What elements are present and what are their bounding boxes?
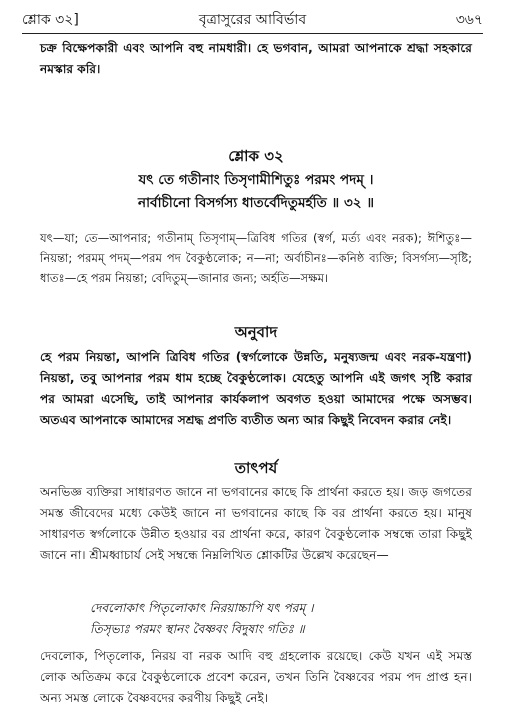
verse-line-1: যৎ তে গতীনাং তিসৃণামীশিতুঃ পরমং পদম্ ।	[138, 172, 374, 188]
header-chapter-title: বৃত্রাসুরের আবির্ভাব	[198, 12, 307, 28]
quoted-verse-line-2: তিসৃভ্যঃ পরমং স্থানং বৈষ্ণবং বিদুষাং গতিঃ ॥	[90, 622, 305, 636]
translation-heading: অনুবাদ	[234, 323, 278, 341]
page-number: ৩৬৭	[455, 12, 483, 28]
translation-paragraph: হে পরম নিয়ন্তা, আপনি ত্রিবিধ গতির (স্বর্গলোকে উন্নতি, মনুষ্যজন্ম এবং নরক-যন্ত্রণা) নিয়ন্তা, তবু আপনার পরম ধাম হচ্ছে বৈকুণ্ঠলোক। যেহেতু আপনি এই জগৎ সৃষ্টি করার পর আমরা এসেছি, তাই আপনার কার্যকলাপ অবগত হওয়া আমাদের পক্ষে অসম্ভব। অতএব আপনাকে আমাদের সশ্রদ্ধ প্রণতি ব্যতীত অন্য আর কিছুই নিবেদন করার নেই।	[40, 350, 472, 427]
purport-paragraph-2: দেবলোক, পিতৃলোক, নিরয় বা নরক আদি বহু গ্রহলোক রয়েছে। কেউ যখন এই সমস্ত লোক অতিক্রম করে বৈকুণ্ঠলোকে প্রবেশ করেন, তখন তিনি বৈষ্ণবের পরম পদ প্রাপ্ত হন। অন্য সমস্ত লোকে বৈষ্ণবদের করণীয় কিছুই নেই।	[40, 649, 472, 705]
verse-text	[40, 169, 472, 215]
verse-line-2: নার্বাচীনো বিসর্গস্য ধাতর্বেদিতুমর্হতি ॥ ৩২ ॥	[137, 195, 375, 211]
synonyms-paragraph: যৎ—যা; তে—আপনার; গতীনাম্ তিসৃণাম্—ত্রিবিধ গতির (স্বর্গ, মর্ত্য এবং নরক); ঈশিতুঃ—নিয়ন্তা; পরমম্ পদম্—পরম পদ বৈকুণ্ঠলোক; ন—না; অর্বাচীনঃ—কনিষ্ঠ ব্যক্তি; বিসর্গস্য—সৃষ্টি; ধাতঃ—হে পরম নিয়ন্তা; বেদিতুম্—জানার জন্য; অর্হতি—সক্ষম।	[40, 231, 472, 285]
purport-paragraph-1: অনভিজ্ঞ ব্যক্তিরা সাধারণত জানে না ভগবানের কাছে কি প্রার্থনা করতে হয়। জড় জগতের সমস্ত জীবেদের মধ্যে কেউই জানে না ভগবানের কাছে কি বর প্রার্থনা করতে হয়। মানুষ সাধারণত স্বর্গলোকে উন্নীত হওয়ার বর প্রার্থনা করে, কারণ বৈকুণ্ঠলোক সম্বন্ধে তারা কিছুই জানে না। শ্রীমধ্বাচার্য সেই সম্বন্ধে নিম্নলিখিত শ্লোকটির উল্লেখ করেছেন—	[40, 485, 472, 562]
header-rule	[22, 33, 483, 34]
purport-heading: তাৎপর্য	[234, 459, 278, 477]
quoted-verse	[40, 598, 505, 640]
quoted-verse-line-1: দেবলোকাৎ পিতৃলোকাৎ নিরয়াচ্চাপি যৎ পরম্ ।	[90, 601, 314, 615]
intro-paragraph: চক্র বিক্ষেপকারী এবং আপনি বহু নামধারী। হে ভগবান, আমরা আপনাকে শ্রদ্ধা সহকারে নমস্কার করি।	[40, 41, 472, 76]
header-verse-ref: শ্লোক ৩২]	[22, 12, 79, 28]
verse-heading: শ্লোক ৩২	[228, 147, 284, 165]
running-header	[22, 10, 483, 30]
